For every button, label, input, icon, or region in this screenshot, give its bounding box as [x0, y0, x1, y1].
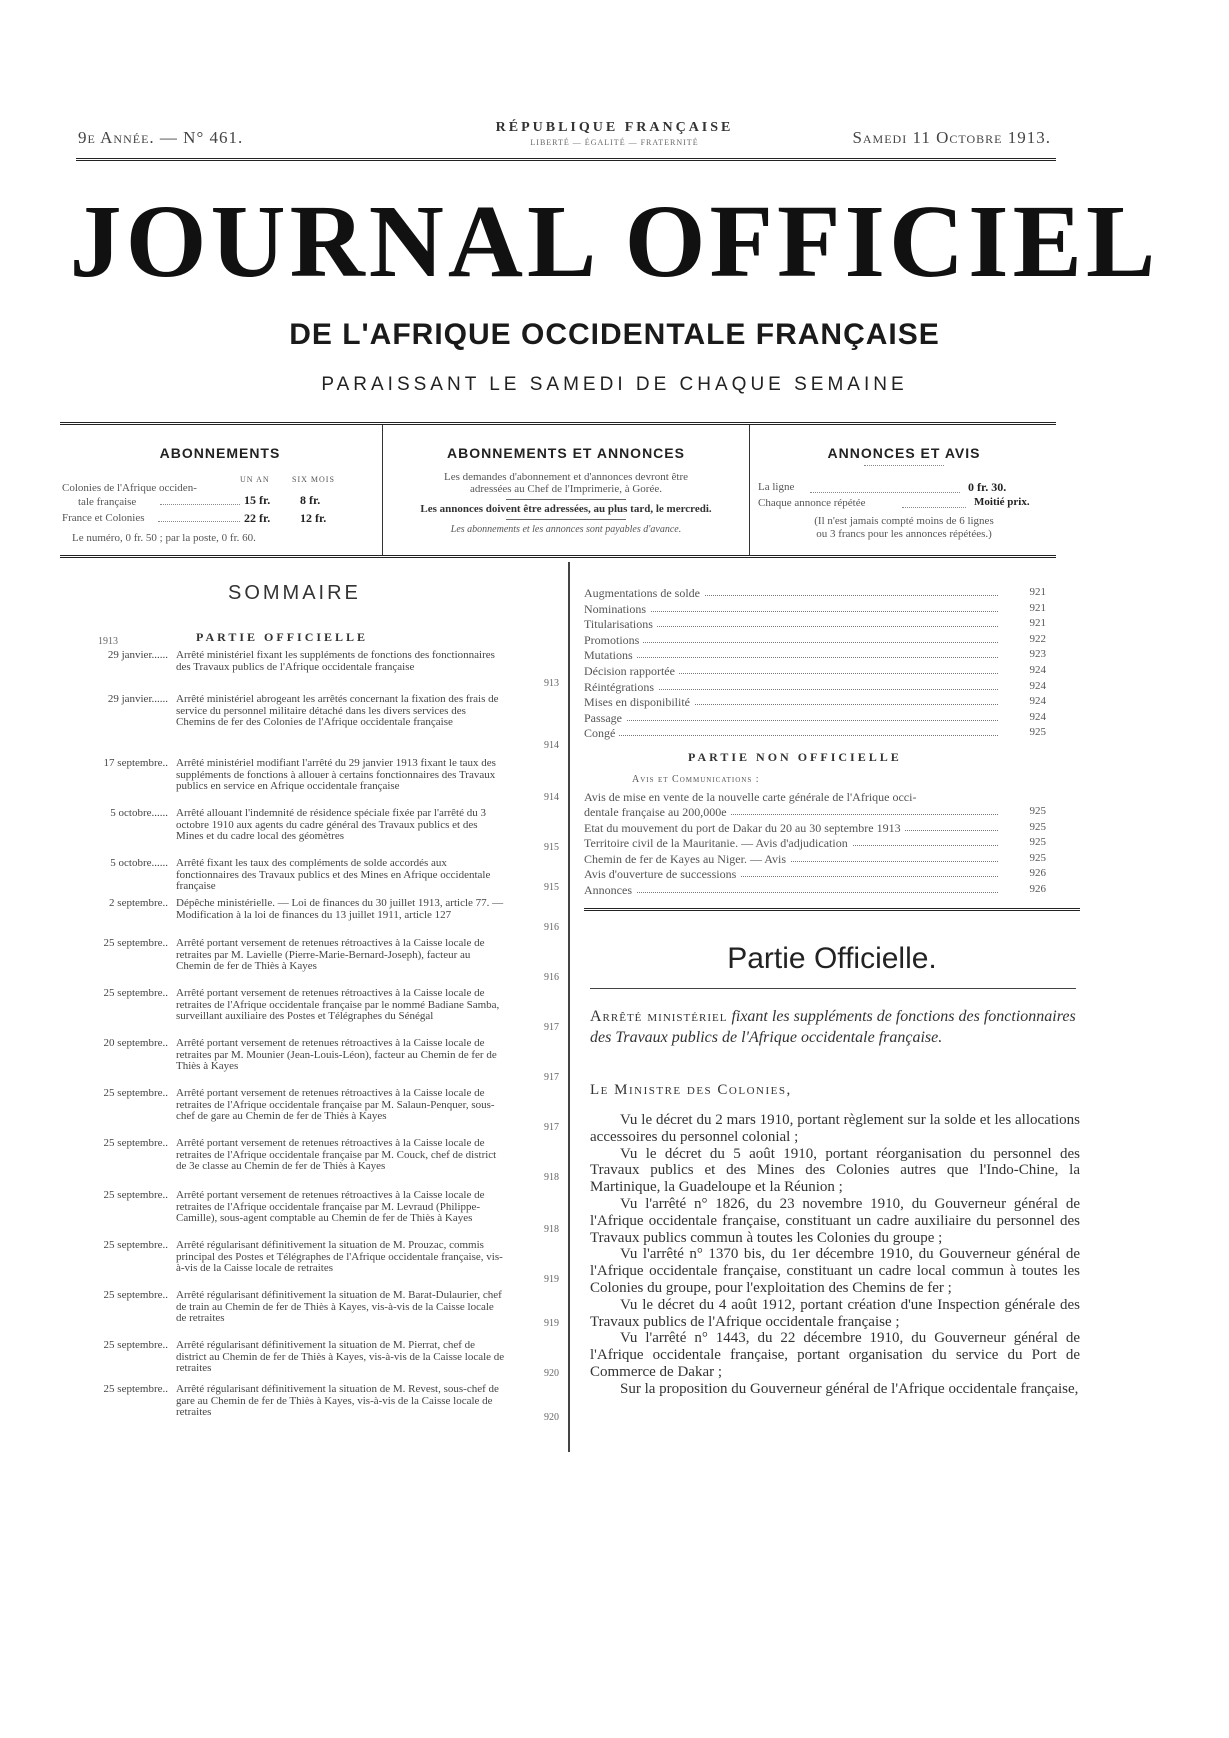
entry-page: 916 [544, 972, 559, 983]
toc-item [584, 695, 1046, 711]
toc-label: Réintégrations [584, 680, 658, 694]
title-rule [590, 988, 1076, 989]
entry-text: Arrêté régularisant définitivement la situation de M. Prouzac, commis principal des Postes et Télégraphes de l'Afrique occidentale française, vis-à-vis de la Caisse locale de retraites [176, 1239, 503, 1275]
entry-page: 917 [544, 1072, 559, 1083]
toc-label: dentale française au 200,000e [584, 805, 731, 819]
toc-item [584, 883, 1046, 899]
repetee-label: Chaque annonce répétée [758, 497, 866, 509]
annonce-note-1: (Il n'est jamais compté moins de 6 lignes [814, 515, 994, 527]
row1-six: 8 fr. [300, 493, 321, 507]
entry-text: Arrêté régularisant définitivement la situation de M. Pierrat, chef de district au Chemin de fer de Thiès à Kayes, vis-à-vis de la Caisse locale de retraites [176, 1339, 505, 1375]
republique-label: RÉPUBLIQUE FRANÇAISE [495, 120, 734, 135]
toc-page: 924 [1002, 711, 1046, 723]
row1-an: 15 fr. [244, 493, 271, 507]
toc-label: Décision rapportée [584, 664, 679, 678]
toc-page: 924 [1002, 664, 1046, 676]
toc-officielle [584, 586, 1046, 742]
entry-date: 20 septembre.. [103, 1037, 168, 1049]
toc-page: 926 [1002, 883, 1046, 895]
journal-tagline: PARAISSANT LE SAMEDI DE CHAQUE SEMAINE [321, 374, 908, 395]
subscription-box [60, 422, 1056, 558]
toc-dots [584, 657, 998, 658]
toc-page: 921 [1002, 586, 1046, 598]
entry-date: 25 septembre.. [103, 1137, 168, 1149]
abonnements-annonces-column [382, 425, 750, 555]
col-head-an: UN AN [240, 475, 270, 484]
entry-page: 917 [544, 1022, 559, 1033]
row2-an: 22 fr. [244, 511, 271, 525]
entry-date: 25 septembre.. [103, 987, 168, 999]
arrete-paragraph: Vu le décret du 2 mars 1910, portant règlement sur la solde et les allocations accessoires du personnel colonial ; [590, 1112, 1080, 1145]
toc-page: 926 [1002, 867, 1046, 879]
ligne-label: La ligne [758, 481, 795, 493]
entry-date: 29 janvier...... [107, 693, 168, 705]
row2-six: 12 fr. [300, 511, 327, 525]
toc-label: Annonces [584, 883, 636, 897]
entry-date: 25 septembre.. [103, 1239, 168, 1251]
journal-title: JOURNAL OFFICIEL [69, 184, 1160, 299]
annonce-note-2: ou 3 francs pour les annonces répétées.) [816, 528, 992, 540]
toc-page: 924 [1002, 680, 1046, 692]
toc-item [584, 680, 1046, 696]
annonces-avis-title: ANNONCES ET AVIS [827, 445, 981, 461]
toc-item-carte-b [584, 805, 1046, 821]
toc-page: 924 [1002, 695, 1046, 707]
toc-dots [584, 642, 998, 643]
row1-label-a: Colonies de l'Afrique occiden- [62, 482, 197, 494]
entry-date: 25 septembre.. [103, 1383, 168, 1395]
entry-page: 914 [544, 792, 559, 803]
ligne-price: 0 fr. 30. [968, 480, 1007, 494]
toc-item [584, 836, 1046, 852]
arrete-title: fixant les suppléments de fonctions des fonctionnaires des Travaux publics de l'Afrique occidentale française. [590, 1008, 1076, 1046]
arrete-paragraph: Vu le décret du 5 août 1910, portant réorganisation du personnel des Travaux publics et des Mines des Colonies autres que l'Indo-Chine, la Martinique, la Guadeloupe et la Réunion ; [590, 1145, 1080, 1196]
numero-price: Le numéro, 0 fr. 50 ; par la poste, 0 fr. 60. [72, 532, 256, 544]
entry-page: 917 [544, 1122, 559, 1133]
toc-item [584, 867, 1046, 883]
entry-text: Dépêche ministérielle. — Loi de finances du 30 juillet 1913, article 77. — Modification à la loi de finances du 13 juillet 1911, article 127 [176, 897, 504, 921]
toc-item [584, 586, 1046, 602]
toc-item [584, 852, 1046, 868]
partie-officielle-heading: PARTIE OFFICIELLE [196, 630, 369, 644]
repetee-price: Moitié prix. [974, 496, 1030, 508]
ab-ann-rule [506, 499, 626, 500]
arrete-body [590, 1112, 1080, 1398]
toc-non-officielle [584, 790, 1046, 899]
entry-page: 919 [544, 1318, 559, 1329]
arrete-paragraph: Vu l'arrêté n° 1443, du 22 décembre 1910, du Gouverneur général de l'Afrique occidentale française, portant organisation du service du Port de Commerce de Dakar ; [590, 1330, 1080, 1380]
entry-date: 25 septembre.. [103, 937, 168, 949]
annonces-rule [864, 465, 944, 466]
section-rule [584, 908, 1080, 911]
annonces-avis-column [752, 425, 1056, 555]
entry-date: 17 septembre.. [103, 757, 168, 769]
toc-label: Territoire civil de la Mauritanie. — Avis d'adjudication [584, 836, 852, 850]
ab-ann-line2: adressées au Chef de l'Imprimerie, à Gorée. [470, 483, 662, 495]
toc-page: 921 [1002, 602, 1046, 614]
ligne-dots [810, 492, 960, 493]
entry-date: 2 septembre.. [109, 897, 168, 909]
abonnements-annonces-title: ABONNEMENTS ET ANNONCES [447, 445, 685, 461]
column-divider [568, 562, 570, 1452]
entry-page: 920 [544, 1412, 559, 1423]
entry-page: 915 [544, 842, 559, 853]
entry-page: 920 [544, 1368, 559, 1379]
toc-item [584, 821, 1046, 837]
entry-page: 913 [544, 678, 559, 689]
toc-item [584, 726, 1046, 742]
entry-text: Arrêté allouant l'indemnité de résidence spéciale fixée par l'arrêté du 3 octobre 1910 aux agents du cadre général des Travaux publics et des Mines et du cadre local des géomètres [176, 807, 486, 843]
issue-date: Samedi 11 Octobre 1913. [852, 128, 1051, 147]
toc-item [584, 633, 1046, 649]
row1-label-b: tale française [78, 496, 137, 508]
arrete-paragraph: Vu l'arrêté n° 1826, du 23 novembre 1910, du Gouverneur général de l'Afrique occidentale française, constituant un cadre auxiliaire du personnel des Travaux publics commun à toutes les Colonies du groupe ; [590, 1195, 1080, 1246]
ab-ann-line4: Les abonnements et les annonces sont payables d'avance. [450, 524, 682, 535]
toc-page: 925 [1002, 726, 1046, 738]
toc-page: 922 [1002, 633, 1046, 645]
toc-item [584, 664, 1046, 680]
toc-item-carte-a: Avis de mise en vente de la nouvelle carte générale de l'Afrique occi- [584, 790, 917, 804]
arrete-paragraph: Vu l'arrêté n° 1370 bis, du 1er décembre 1910, du Gouverneur général de l'Afrique occidentale française, constituant un cadre local commun à toutes les Colonies du groupe, pour l'exploitation des Chemins de fer ; [590, 1246, 1080, 1296]
toc-page: 923 [1002, 648, 1046, 660]
toc-label: Promotions [584, 633, 643, 647]
entry-date: 5 octobre...... [110, 807, 168, 819]
toc-item [584, 648, 1046, 664]
toc-label: Passage [584, 711, 626, 725]
entry-date: 29 janvier...... [107, 649, 168, 661]
toc-page: 925 [1002, 852, 1046, 864]
entry-page: 918 [544, 1172, 559, 1183]
issue-number: 9e Année. — N° 461. [78, 128, 244, 147]
toc-label: Mutations [584, 648, 637, 662]
header-rule [76, 158, 1056, 161]
toc-label: Nominations [584, 602, 650, 616]
partie-non-officielle-heading: PARTIE NON OFFICIELLE [688, 750, 902, 764]
entry-text: Arrêté portant versement de retenues rétroactives à la Caisse locale de retraites de l'Afrique occidentale française par le nommé Badiane Samba, surveillant auxiliaire des Postes et Télégraphes du Sénégal [176, 987, 500, 1023]
entry-text: Arrêté ministériel abrogeant les arrêtés concernant la fixation des frais de service du personnel militaire détaché dans les divers services des Chemins de fer des Colonies de l'Afrique occidentale française [176, 693, 499, 729]
toc-item [584, 602, 1046, 618]
toc-label: Congé [584, 726, 619, 740]
partie-officielle-title: Partie Officielle. [727, 942, 937, 975]
entry-page: 914 [544, 740, 559, 751]
entry-text: Arrêté régularisant définitivement la situation de M. Revest, sous-chef de gare au Chemin de fer de Thiès à Kayes, vis-à-vis de la Caisse locale de retraites [176, 1383, 499, 1419]
row2-dots [158, 521, 240, 522]
ab-ann-line1: Les demandes d'abonnement et d'annonces devront être [443, 471, 689, 483]
toc-page: 921 [1002, 617, 1046, 629]
row1-dots [160, 504, 240, 505]
toc-page: 925 [1002, 821, 1046, 833]
entry-page: 918 [544, 1224, 559, 1235]
arrete-paragraph: Sur la proposition du Gouverneur général de l'Afrique occidentale française, [620, 1380, 1079, 1397]
toc-label: Mises en disponibilité [584, 695, 694, 709]
repetee-dots [902, 507, 966, 508]
entry-page: 919 [544, 1274, 559, 1285]
toc-item [584, 711, 1046, 727]
col-head-six: SIX MOIS [292, 475, 335, 484]
arrete-paragraph: Vu le décret du 4 août 1912, portant création d'une Inspection générale des Travaux publics de l'Afrique occidentale française ; [590, 1296, 1080, 1330]
entry-date: 25 septembre.. [103, 1289, 168, 1301]
entry-date: 25 septembre.. [103, 1189, 168, 1201]
toc-page: 925 [1002, 805, 1046, 817]
entry-text: Arrêté portant versement de retenues rétroactives à la Caisse locale de retraites par M. Lavielle (Pierre-Marie-Bernard-Joseph), facteur au Chemin de fer de Thiès à Kayes [176, 937, 485, 973]
toc-bottom-list [584, 821, 1046, 899]
sommaire-year: 1913 [98, 636, 118, 647]
abonnements-column [60, 425, 380, 555]
entry-page: 915 [544, 882, 559, 893]
toc-page: 925 [1002, 836, 1046, 848]
toc-label: Augmentations de solde [584, 586, 704, 600]
entry-text: Arrêté portant versement de retenues rétroactives à la Caisse locale de retraites de l'Afrique occidentale française par M. Couck, chef de district de 3e classe au Chemin de fer de Thiès à Kayes [176, 1137, 497, 1173]
entry-text: Arrêté ministériel modifiant l'arrêté du 29 janvier 1913 fixant le taux des suppléments de fonctions à allouer à certains fonctionnaires des Travaux publics en service en Afrique occidentale française [176, 757, 496, 793]
toc-dots [584, 735, 998, 736]
entry-text: Arrêté portant versement de retenues rétroactives à la Caisse locale de retraites par M. Mounier (Jean-Louis-Léon), facteur au Chemin de fer de Thiès à Kayes [176, 1037, 497, 1073]
toc-dots [584, 892, 998, 893]
avis-communications: Avis et Communications : [632, 774, 760, 785]
entry-text: Arrêté ministériel fixant les suppléments de fonctions des fonctionnaires des Travaux publics de l'Afrique occidentale française [176, 649, 495, 673]
ab-ann-rule-2 [506, 519, 626, 520]
row2-label: France et Colonies [62, 512, 145, 524]
entry-date: 25 septembre.. [103, 1339, 168, 1351]
ab-ann-line3: Les annonces doivent être adressées, au plus tard, le mercredi. [420, 503, 712, 515]
toc-dots [584, 720, 998, 721]
entry-text: Arrêté fixant les taux des compléments de solde accordés aux fonctionnaires des Travaux publics et des Mines en Afrique occidentale française [176, 857, 491, 893]
arrete-lead: Arrêté ministériel [590, 1008, 728, 1025]
entry-text: Arrêté portant versement de retenues rétroactives à la Caisse locale de retraites de l'Afrique occidentale française par M. Levraud (Philippe-Camille), sous-agent comptable au Chemin de fer de Thiès à Kayes [176, 1189, 485, 1225]
toc-item [584, 617, 1046, 633]
entry-page: 916 [544, 922, 559, 933]
journal-subtitle: DE L'AFRIQUE OCCIDENTALE FRANÇAISE [289, 318, 940, 351]
entry-date: 25 septembre.. [103, 1087, 168, 1099]
toc-label: Chemin de fer de Kayes au Niger. — Avis [584, 852, 790, 866]
entry-text: Arrêté régularisant définitivement la situation de M. Barat-Dulaurier, chef de train au Chemin de fer de Thiès à Kayes, vis-à-vis de la Caisse locale de retraites [176, 1289, 502, 1325]
sommaire-title: SOMMAIRE [228, 582, 361, 604]
entry-text: Arrêté portant versement de retenues rétroactives à la Caisse locale de retraites de l'Afrique occidentale française par M. Salaun-Penquer, sous-chef de gare au Chemin de fer de Thiès à Kayes [176, 1087, 495, 1123]
entry-date: 5 octobre...... [110, 857, 168, 869]
ministre-line: Le Ministre des Colonies, [590, 1082, 792, 1098]
toc-label: Titularisations [584, 617, 657, 631]
devise-label: LIBERTÉ — ÉGALITÉ — FRATERNITÉ [530, 138, 699, 147]
abonnements-title: ABONNEMENTS [159, 445, 281, 461]
arrete-heading [590, 1006, 1078, 1048]
toc-label: Etat du mouvement du port de Dakar du 20 au 30 septembre 1913 [584, 821, 905, 835]
toc-label: Avis d'ouverture de successions [584, 867, 740, 881]
